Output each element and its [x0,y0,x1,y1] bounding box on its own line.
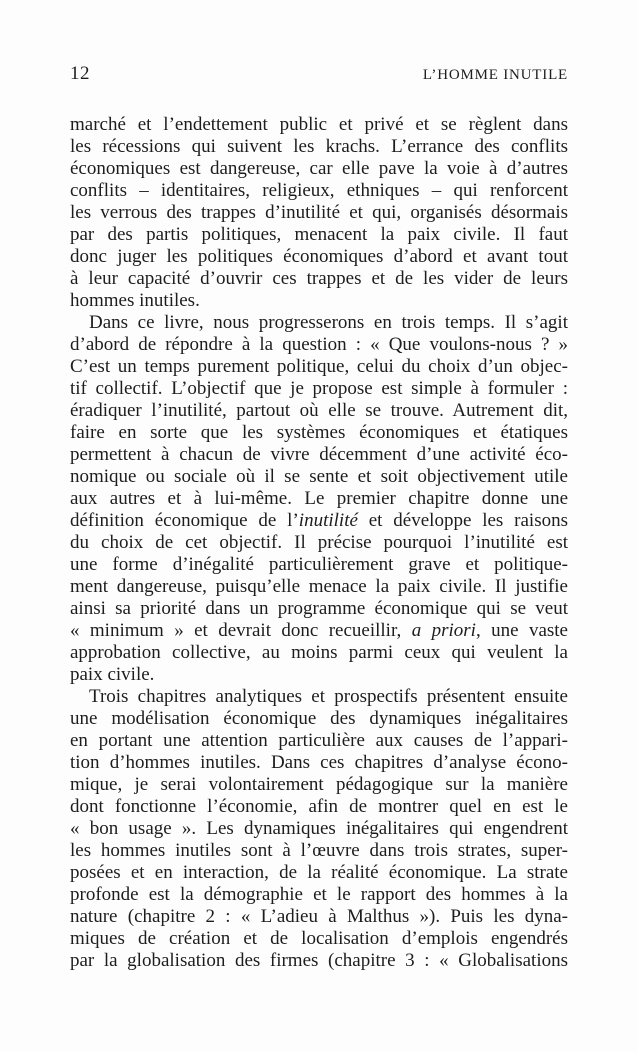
text-line: approbation collective, au moins parmi ceux qui veulent la [70,642,568,663]
text-line: en portant une attention particulière aux causes de l’appari- [70,730,568,751]
text-line: conflits – identitaires, religieux, ethniques – qui renforcent [70,180,568,201]
text-line: à leur capacité d’ouvrir ces trappes et de les vider de leurs [70,268,568,289]
text-line: hommes inutiles. [70,290,200,311]
text-line: une forme d’inégalité particulièrement grave et politique- [70,554,568,575]
text-line: tion d’hommes inutiles. Dans ces chapitres d’analyse écono- [70,752,568,773]
paragraph [70,686,568,972]
text-line: C’est un temps purement politique, celui du choix d’un objec- [70,356,568,377]
text-line: permettent à chacun de vivre décemment d’une activité éco- [70,444,568,465]
text-line: « minimum » et devrait donc recueillir, a priori, une vaste [70,620,568,641]
text-line: éradiquer l’inutilité, partout où elle se trouve. Autrement dit, [70,400,568,421]
text-line: par des partis politiques, menacent la paix civile. Il faut [70,224,568,245]
text-line: dont fonctionne l’économie, afin de montrer quel en est le [70,796,568,817]
text-line: aux autres et à lui-même. Le premier chapitre donne une [70,488,568,509]
text-line: tif collectif. L’objectif que je propose est simple à formuler : [70,378,568,399]
running-title: L’HOMME INUTILE [422,67,568,83]
text-line: économiques est dangereuse, car elle pave la voie à d’autres [70,158,568,179]
text-line: posées et en interaction, de la réalité économique. La strate [70,862,568,883]
text-line: miques de création et de localisation d’emplois engendrés [70,928,568,949]
text-line: une modélisation économique des dynamiques inégalitaires [70,708,568,729]
text-line: nomique ou sociale où il se sente et soit objectivement utile [70,466,568,487]
text-line: paix civile. [70,664,155,685]
text-line: profonde est la démographie et le rapport des hommes à la [70,884,568,905]
text-line: les récessions qui suivent les krachs. L’errance des conflits [70,136,568,157]
text-line: les verrous des trappes d’inutilité et qui, organisés désormais [70,202,568,223]
text-line: Dans ce livre, nous progresserons en trois temps. Il s’agit [89,312,568,333]
page-number: 12 [70,63,90,84]
text-line: définition économique de l’inutilité et développe les raisons [70,510,568,531]
text-line: ainsi sa priorité dans un programme économique qui se veut [70,598,568,619]
text-line: « bon usage ». Les dynamiques inégalitaires qui engendrent [70,818,568,839]
text-line: nature (chapitre 2 : « L’adieu à Malthus »). Puis les dyna- [70,906,568,927]
text-line: mique, je serai volontairement pédagogique sur la manière [70,774,568,795]
text-line: marché et l’endettement public et privé et se règlent dans [70,114,568,135]
text-line: donc juger les politiques économiques d’abord et avant tout [70,246,568,267]
text-line: ment dangereuse, puisqu’elle menace la paix civile. Il justifie [70,576,568,597]
paragraph [70,114,568,312]
page-body [70,114,568,972]
text-line: d’abord de répondre à la question : « Que voulons-nous ? » [70,334,568,355]
running-header [70,64,568,85]
text-line: les hommes inutiles sont à l’œuvre dans trois strates, super- [70,840,568,861]
paragraph [70,312,568,686]
text-line: faire en sorte que les systèmes économiques et étatiques [70,422,568,443]
text-line: Trois chapitres analytiques et prospectifs présentent ensuite [89,686,568,707]
text-line: du choix de cet objectif. Il précise pourquoi l’inutilité est [70,532,568,553]
text-line: par la globalisation des firmes (chapitre 3 : « Globalisations [70,950,568,971]
